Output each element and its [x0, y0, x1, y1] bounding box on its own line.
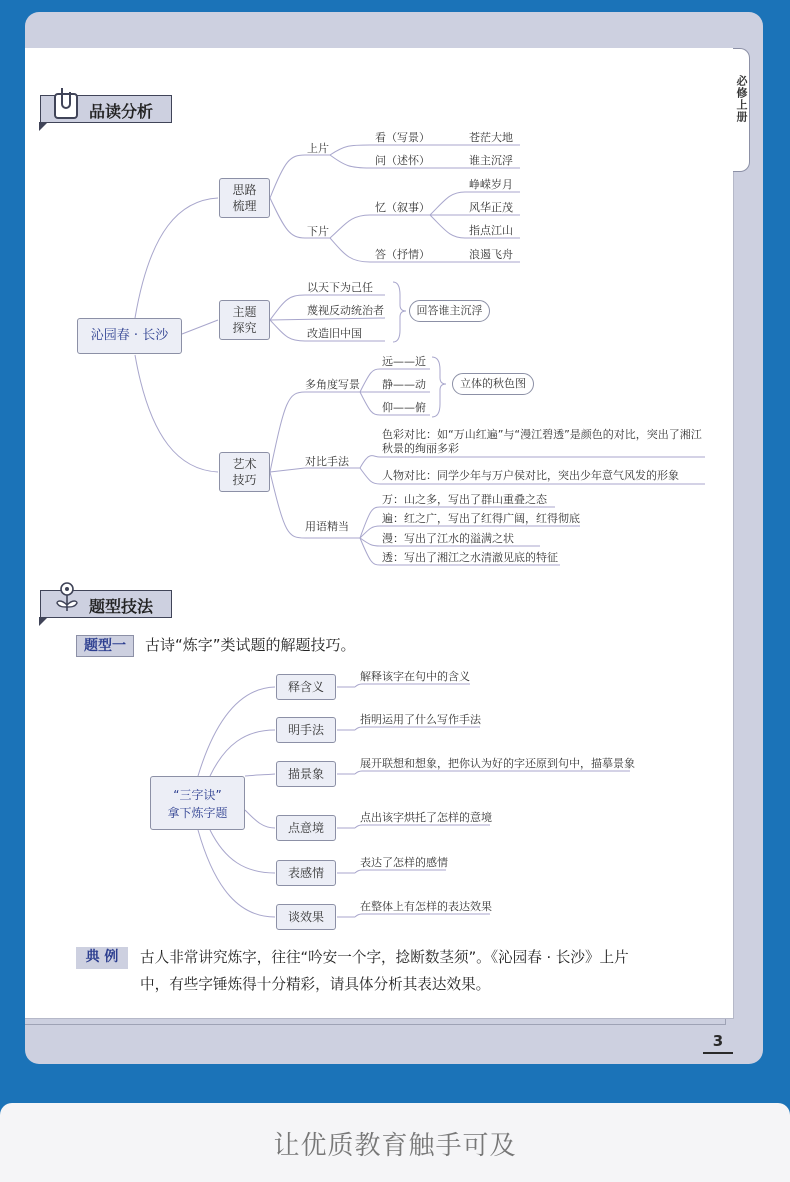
- node-lower: 下片: [307, 225, 329, 238]
- step-miao-jingxiang: 描景象: [276, 761, 336, 787]
- branch-silu: 思路 梳理: [219, 178, 270, 218]
- technique-root-line2: 拿下炼字题: [167, 806, 228, 820]
- branch-yishu: 艺术 技巧: [219, 452, 270, 492]
- theme-summary: 回答谁主沉浮: [409, 300, 490, 322]
- leaf-yi: 忆（叙事）: [375, 201, 430, 214]
- diction-item-1: 万：山之多，写出了群山重叠之态: [382, 493, 547, 506]
- diction-item-4: 透：写出了湘江之水清澈见底的特征: [382, 551, 558, 564]
- side-tab: 必修上册: [733, 48, 750, 172]
- clip-icon: [53, 86, 81, 120]
- leaf-kan-value: 苍茫大地: [469, 131, 513, 144]
- step-desc-6: 在整体上有怎样的表达效果: [360, 900, 492, 913]
- technique-root: [150, 776, 245, 830]
- example-tag: 典 例: [76, 947, 128, 969]
- theme-item-3: 改造旧中国: [307, 327, 362, 340]
- diction-item-3: 漫：写出了江水的溢满之状: [382, 532, 514, 545]
- step-ming-shoufa: 明手法: [276, 717, 336, 743]
- technique-root-line1: “三字诀”: [173, 788, 222, 802]
- multi-item-2: 静——动: [382, 378, 426, 391]
- node-upper: 上片: [307, 142, 329, 155]
- step-desc-3: 展开联想和想象，把你认为好的字还原到句中，描摹景象: [360, 757, 635, 770]
- node-multi-angle: 多角度写景: [305, 378, 360, 391]
- leaf-yi-2: 风华正茂: [469, 201, 513, 214]
- leaf-wen-value: 谁主沉浮: [469, 154, 513, 167]
- page-number: 3: [703, 1032, 733, 1054]
- section-title: 题型技法: [89, 597, 154, 616]
- type-tag: 题型一: [76, 635, 134, 657]
- theme-item-2: 蔑视反动统治者: [307, 304, 384, 317]
- leaf-yi-3: 指点江山: [469, 224, 513, 237]
- contrast-color-2: 秋景的绚丽多彩: [382, 442, 459, 455]
- book-page: [25, 48, 734, 1019]
- footer-slogan: 让优质教育触手可及: [273, 1131, 517, 1161]
- multi-item-1: 远——近: [382, 355, 426, 368]
- section-header-techniques: [40, 590, 172, 618]
- contrast-person: 人物对比：同学少年与万户侯对比，突出少年意气风发的形象: [382, 469, 679, 482]
- branch-zhuti: 主题 探究: [219, 300, 270, 340]
- type-description: 古诗“炼字”类试题的解题技巧。: [145, 636, 356, 654]
- step-biao-ganqing: 表感情: [276, 860, 336, 886]
- step-desc-1: 解释该字在句中的含义: [360, 670, 470, 683]
- step-dian-yijing: 点意境: [276, 815, 336, 841]
- step-shi-hanyi: 释含义: [276, 674, 336, 700]
- section-title: 品读分析: [89, 102, 154, 121]
- theme-item-1: 以天下为己任: [307, 281, 373, 294]
- footer-banner: [0, 1103, 790, 1182]
- example-line-1: 古人非常讲究炼字，往往“吟安一个字，捻断数茎须”。《沁园春 · 长沙》上片: [140, 949, 629, 966]
- diction-item-2: 遍：红之广，写出了红得广阔，红得彻底: [382, 512, 580, 525]
- node-contrast: 对比手法: [305, 455, 349, 468]
- contrast-color-1: 色彩对比：如“万山红遍”与“漫江碧透”是颜色的对比，突出了湘江: [382, 428, 702, 441]
- section-header-analysis: [40, 95, 172, 123]
- step-desc-4: 点出该字烘托了怎样的意境: [360, 811, 492, 824]
- example-line-2: 中，有些字锤炼得十分精彩，请具体分析其表达效果。: [140, 976, 491, 993]
- step-desc-5: 表达了怎样的感情: [360, 856, 448, 869]
- mindmap-root: 沁园春 · 长沙: [77, 318, 182, 354]
- leaf-yi-1: 峥嵘岁月: [469, 178, 513, 191]
- leaf-da-value: 浪遏飞舟: [469, 248, 513, 261]
- leaf-da: 答（抒情）: [375, 248, 430, 261]
- multi-summary: 立体的秋色图: [452, 373, 534, 395]
- page-stack-edge: [25, 1018, 726, 1025]
- leaf-kan: 看（写景）: [375, 131, 430, 144]
- leaf-wen: 问（述怀）: [375, 154, 430, 167]
- step-desc-2: 指明运用了什么写作手法: [360, 713, 481, 726]
- step-tan-xiaoguo: 谈效果: [276, 904, 336, 930]
- flower-icon: [53, 581, 81, 615]
- multi-item-3: 仰——俯: [382, 401, 426, 414]
- node-diction: 用语精当: [305, 520, 349, 533]
